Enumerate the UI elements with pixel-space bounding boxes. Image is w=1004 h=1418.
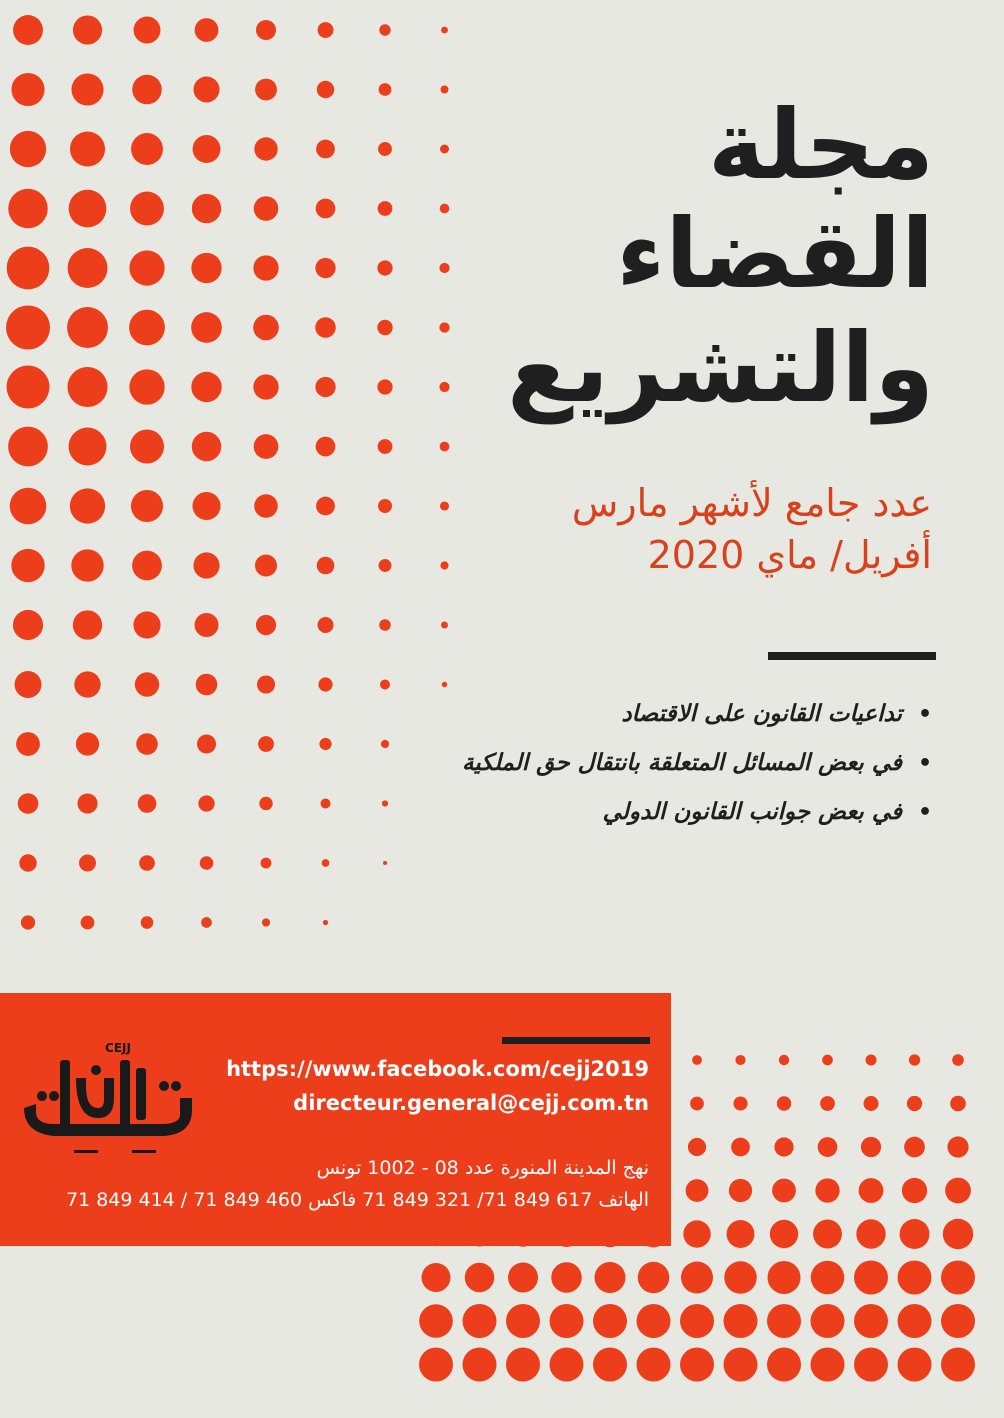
halftone-dot [727, 1220, 755, 1248]
title-line-3: والتشريع [507, 312, 934, 424]
halftone-dot [593, 1304, 627, 1338]
halftone-dot [638, 1262, 670, 1294]
halftone-dot [419, 1348, 453, 1382]
halftone-dot [680, 1348, 714, 1382]
halftone-dot [724, 1261, 757, 1294]
halftone-dot [637, 1304, 671, 1338]
halftone-dot [811, 1304, 845, 1338]
phone-fax-text: الهاتف 617 849 71/ 321 849 71 فاكس 460 849 71 / 414 849 71 [65, 1189, 649, 1211]
halftone-dot [733, 1096, 747, 1110]
issue-subtitle-line-1: عدد جامع لأشهر مارس [571, 481, 932, 525]
logo-acronym: CEJJ [105, 1041, 131, 1055]
divider-rule [768, 652, 936, 660]
halftone-dot [422, 1263, 451, 1292]
halftone-dot [731, 1138, 750, 1157]
halftone-dot [902, 1178, 927, 1203]
halftone-dot [898, 1348, 932, 1382]
topic-item: • في بعض المسائل المتعلقة بانتقال حق الملكية [312, 739, 932, 788]
halftone-dot [820, 1096, 835, 1111]
halftone-dot [550, 1348, 584, 1382]
halftone-dot [907, 1096, 922, 1111]
halftone-dot [898, 1304, 932, 1338]
halftone-dot [681, 1262, 713, 1294]
halftone-dot [813, 1220, 842, 1249]
facebook-link[interactable]: https://www.facebook.com/cejj2019 [226, 1057, 649, 1081]
halftone-dot [854, 1348, 888, 1382]
halftone-dot [898, 1261, 932, 1295]
halftone-dot [941, 1261, 975, 1295]
halftone-dot [688, 1138, 706, 1156]
halftone-dot [854, 1261, 888, 1295]
halftone-dot [683, 1220, 710, 1247]
halftone-dot [506, 1348, 540, 1382]
bullet-icon: • [917, 800, 932, 825]
halftone-dot [900, 1219, 930, 1249]
halftone-dot [768, 1261, 801, 1294]
halftone-dot [637, 1348, 671, 1382]
issue-subtitle-line-2: أفريل/ ماي 2020 [647, 533, 932, 577]
halftone-dot [770, 1220, 798, 1248]
halftone-dot [690, 1097, 704, 1111]
halftone-dot [856, 1219, 885, 1248]
halftone-dot [595, 1262, 626, 1293]
email-link[interactable]: directeur.general@cejj.com.tn [293, 1091, 649, 1115]
panel-divider-rule [502, 1037, 650, 1044]
halftone-dot [904, 1137, 925, 1158]
halftone-dot [774, 1137, 793, 1156]
halftone-dot [779, 1055, 789, 1065]
halftone-dot [777, 1096, 791, 1110]
halftone-dot [952, 1054, 964, 1066]
halftone-dot [866, 1055, 877, 1066]
halftone-dot [680, 1304, 714, 1338]
halftone-dot [593, 1348, 627, 1382]
halftone-dot [861, 1137, 881, 1157]
halftone-dot [724, 1348, 758, 1382]
halftone-dot [941, 1304, 975, 1338]
title-line-2: القضاء [616, 198, 934, 310]
halftone-dot [950, 1096, 966, 1112]
topic-item: • تداعيات القانون على الاقتصاد [312, 690, 932, 739]
halftone-dot [419, 1304, 453, 1338]
halftone-dot [811, 1348, 845, 1382]
halftone-dot [767, 1304, 801, 1338]
topic-item: • في بعض جوانب القانون الدولي [312, 788, 932, 837]
halftone-dot [822, 1055, 833, 1066]
halftone-dot [767, 1348, 801, 1382]
halftone-dot [943, 1219, 973, 1249]
halftone-dot [686, 1179, 709, 1202]
halftone-dot [909, 1054, 920, 1065]
address-text: نهج المدينة المنورة عدد 08 - 1002 تونس [316, 1157, 649, 1179]
halftone-dot [772, 1179, 796, 1203]
halftone-dot [692, 1055, 702, 1065]
halftone-dot [550, 1304, 584, 1338]
contact-panel [0, 993, 671, 1246]
halftone-dot [947, 1136, 968, 1157]
halftone-dot [811, 1261, 845, 1295]
halftone-dot [941, 1348, 975, 1382]
halftone-dot [729, 1179, 752, 1202]
bullet-icon: • [917, 702, 932, 727]
halftone-dot [945, 1178, 971, 1204]
halftone-dot [463, 1304, 497, 1338]
halftone-dot [506, 1304, 540, 1338]
bullet-icon: • [917, 751, 932, 776]
halftone-dot [854, 1304, 888, 1338]
halftone-dot [551, 1262, 582, 1293]
halftone-dot [463, 1348, 497, 1382]
cejj-logo-icon [14, 1038, 196, 1168]
topics-list [312, 690, 932, 837]
title-line-1: مجلة [707, 89, 934, 201]
halftone-dot [724, 1304, 758, 1338]
halftone-dot [735, 1055, 745, 1065]
halftone-dot [508, 1263, 538, 1293]
halftone-dot [465, 1263, 495, 1293]
halftone-dot [818, 1137, 838, 1157]
halftone-dot [864, 1096, 879, 1111]
halftone-dot [859, 1178, 884, 1203]
halftone-dot [815, 1178, 839, 1202]
